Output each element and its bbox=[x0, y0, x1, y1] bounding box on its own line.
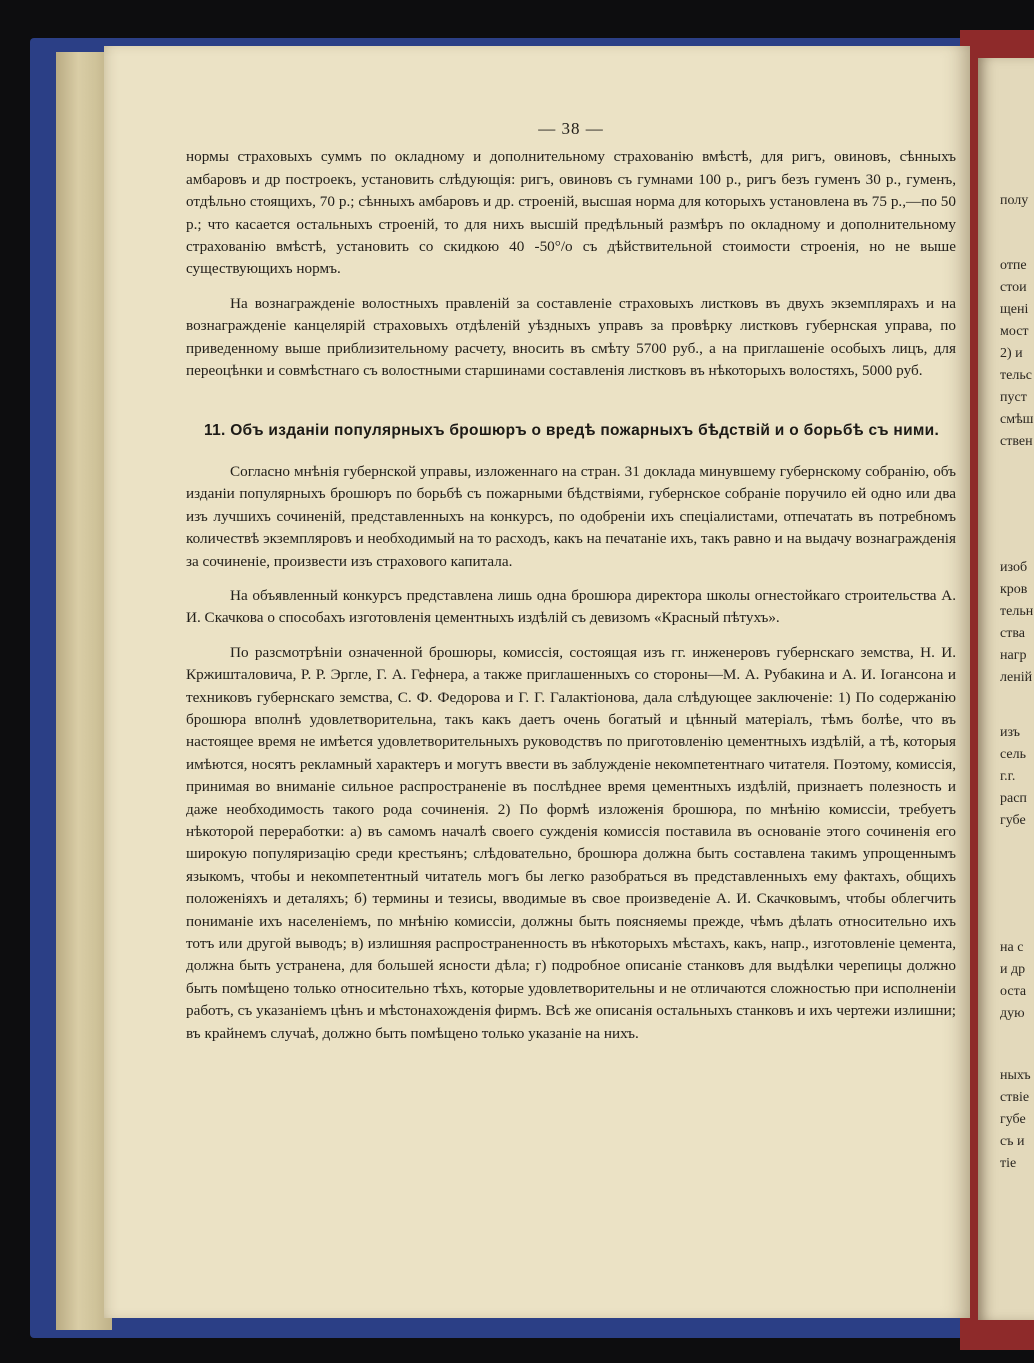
right-page-fragment: полу bbox=[1000, 193, 1029, 208]
right-page-fragment: 2) и bbox=[1000, 346, 1023, 361]
right-page-fragment: губе bbox=[1000, 1112, 1026, 1127]
right-page-fragment: тіе bbox=[1000, 1156, 1017, 1171]
right-page-fragment: сель bbox=[1000, 747, 1026, 762]
right-page-fragment: ствіе bbox=[1000, 1090, 1030, 1105]
right-page-fragment: мост bbox=[1000, 324, 1029, 339]
right-page-fragment: леній bbox=[1000, 670, 1033, 685]
right-page-fragment: изъ bbox=[1000, 725, 1021, 740]
page-content bbox=[186, 118, 956, 1057]
right-page-fragment: губе bbox=[1000, 813, 1026, 828]
right-page-fragment: щені bbox=[1000, 302, 1029, 317]
right-page-fragment: изоб bbox=[1000, 560, 1028, 575]
paragraph: нормы страховыхъ суммъ по окладному и дополнительному страхованію вмѣстѣ, для ригъ, овиновъ, сѣнныхъ амбаровъ и др построекъ, установить слѣдующія: ригъ, овиновъ съ гумнами 100 р., ригъ безъ гуменъ 30 р., гуменъ, отдѣльно стоящихъ, 70 р.; сѣнныхъ амбаровъ и др. строеній, высшая норма для которыхъ установлена въ 75 р.,—по 50 р.; что касается остальныхъ строеній, то для нихъ высшій предѣльный размѣръ по окладному и дополнительному страхованію вмѣстѣ, установить со скидкою 40 -50°/о съ дѣйствительной стоимости строенія, но не выше существующихъ нормъ. bbox=[186, 148, 956, 278]
right-page-fragment: г.г. bbox=[1000, 769, 1016, 784]
right-page-fragment: пуст bbox=[1000, 390, 1027, 405]
right-page-fragment: отпе bbox=[1000, 258, 1027, 273]
right-page-fragment: кров bbox=[1000, 582, 1028, 597]
right-page-fragment: дую bbox=[1000, 1006, 1025, 1021]
paragraph: Согласно мнѣнія губернской управы, изложеннаго на стран. 31 доклада минувшему губернскому собранію, объ изданіи популярныхъ брошюръ по борьбѣ съ пожарными бѣдствіями, губернское собраніе поручило ей одно или два изъ лучшихъ сочиненій, представленныхъ на конкурсъ, по одобреніи ихъ спеціалистами, отпечатать въ потребномъ количествѣ экземпляровъ и необходимый на то расходъ, какъ на печатаніе ихъ, такъ равно и на выдачу вознагражденія за сочиненіе, произвести изъ страхового капитала. bbox=[186, 462, 956, 570]
right-page-fragment: оста bbox=[1000, 984, 1027, 999]
right-page-partial bbox=[978, 58, 1034, 1320]
right-page-fragment: и др bbox=[1000, 962, 1026, 977]
paragraph: По разсмотрѣніи означенной брошюры, комиссія, состоящая изъ гг. инженеровъ губернскаго земства, Н. И. Кржишталовича, Р. Р. Эргле, Г. А. Гефнера, а также приглашенныхъ со стороны—М. А. Рубакина и А. И. Іогансона и техниковъ губернскаго земства, С. Ф. Федорова и Г. Г. Галактіонова, дала слѣдующее заключеніе: 1) По содержанію брошюра вполнѣ удовлетворительна, такъ какъ даетъ очень богатый и цѣнный матеріалъ, тѣмъ болѣе, что въ настоящее время не имѣется удовлетворительныхъ руководствъ по приготовленію цементныхъ издѣлій, а тѣ, которыя имѣются, носятъ рекламный характеръ и могутъ ввести въ заблужденіе некомпетентнаго читателя. Поэтому, комиссія, принимая во вниманіе сильное распространеніе въ послѣднее время цементныхъ издѣлій, признаетъ полезность и даже необходимость такого рода сочиненія. 2) По формѣ изложенія брошюра, по мнѣнію комиссіи, требуетъ нѣкоторой переработки: а) въ самомъ началѣ своего сужденія комиссія поставила въ основаніе этого сочиненія его широкую популяризацію среди крестьянъ; слѣдовательно, брошюра должна быть составлена такимъ упрощеннымъ языкомъ, чтобы и некомпетентный читатель могъ бы легко разобраться въ представленныхъ ему фактахъ, общихъ положеніяхъ и деталяхъ; б) термины и тезисы, вводимые въ свое произведеніе А. И. Скачковымъ, чтобы облегчить пониманіе ихъ населеніемъ, по мнѣнію комиссіи, должны быть поясняемы прежде, чѣмъ дѣлать относительно ихъ тотъ или другой выводъ; в) излишняя распространенность въ нѣкоторыхъ мѣстахъ, какъ, напр., изготовленіе цемента, должна быть устранена, для большей ясности дѣла; г) подробное описаніе станковъ для выдѣлки черепицы должно быть помѣщено только относительно тѣхъ, которые удовлетворительны и не отличаются сложностью при исполненіи работъ, съ указаніемъ цѣнъ и мѣстонахожденія фирмъ. Всѣ же описанія остальныхъ станковъ и ихъ чертежи излишни; въ крайнемъ случаѣ, должно быть помѣщено только указаніе на нихъ. bbox=[186, 643, 956, 1042]
right-page-fragment: съ и bbox=[1000, 1134, 1025, 1149]
right-page-fragment: ствен bbox=[1000, 434, 1033, 449]
paragraph: На вознагражденіе волостныхъ правленій за составленіе страховыхъ листковъ въ двухъ экземплярахъ и на вознагражденіе канцелярій страховыхъ отдѣленій уѣздныхъ управъ за провѣрку листковъ губернская управа, по приведенному выше приблизительному расчету, вносить въ смѣту 5700 руб., а на приглашеніе особыхъ лицъ, для переоцѣнки и совмѣстнаго съ волостными старшинами составленія листковъ въ нѣкоторыхъ волостяхъ, 5000 руб. bbox=[186, 294, 956, 380]
right-page-fragment: тельс bbox=[1000, 368, 1032, 383]
right-page-fragment: нагр bbox=[1000, 648, 1027, 663]
right-page-fragment: ства bbox=[1000, 626, 1025, 641]
paragraph: На объявленный конкурсъ представлена лишь одна брошюра директора школы огнестойкаго строительства А. И. Скачкова о способахъ изготовленія цементныхъ издѣлій съ девизомъ «Красный пѣтухъ». bbox=[186, 586, 956, 627]
right-page-fragment: стои bbox=[1000, 280, 1027, 295]
section-heading: 11. Объ изданіи популярныхъ брошюръ о вредѣ пожарныхъ бѣдствій и о борьбѣ съ ними. bbox=[204, 422, 940, 440]
right-page-fragment: тельн bbox=[1000, 604, 1034, 619]
right-page-fragment: смѣш bbox=[1000, 412, 1034, 427]
right-page-fragment: ныхъ bbox=[1000, 1068, 1031, 1083]
page-number: — 38 — bbox=[538, 119, 604, 138]
right-page-fragment: расп bbox=[1000, 791, 1027, 806]
right-page-fragment: на с bbox=[1000, 940, 1024, 955]
